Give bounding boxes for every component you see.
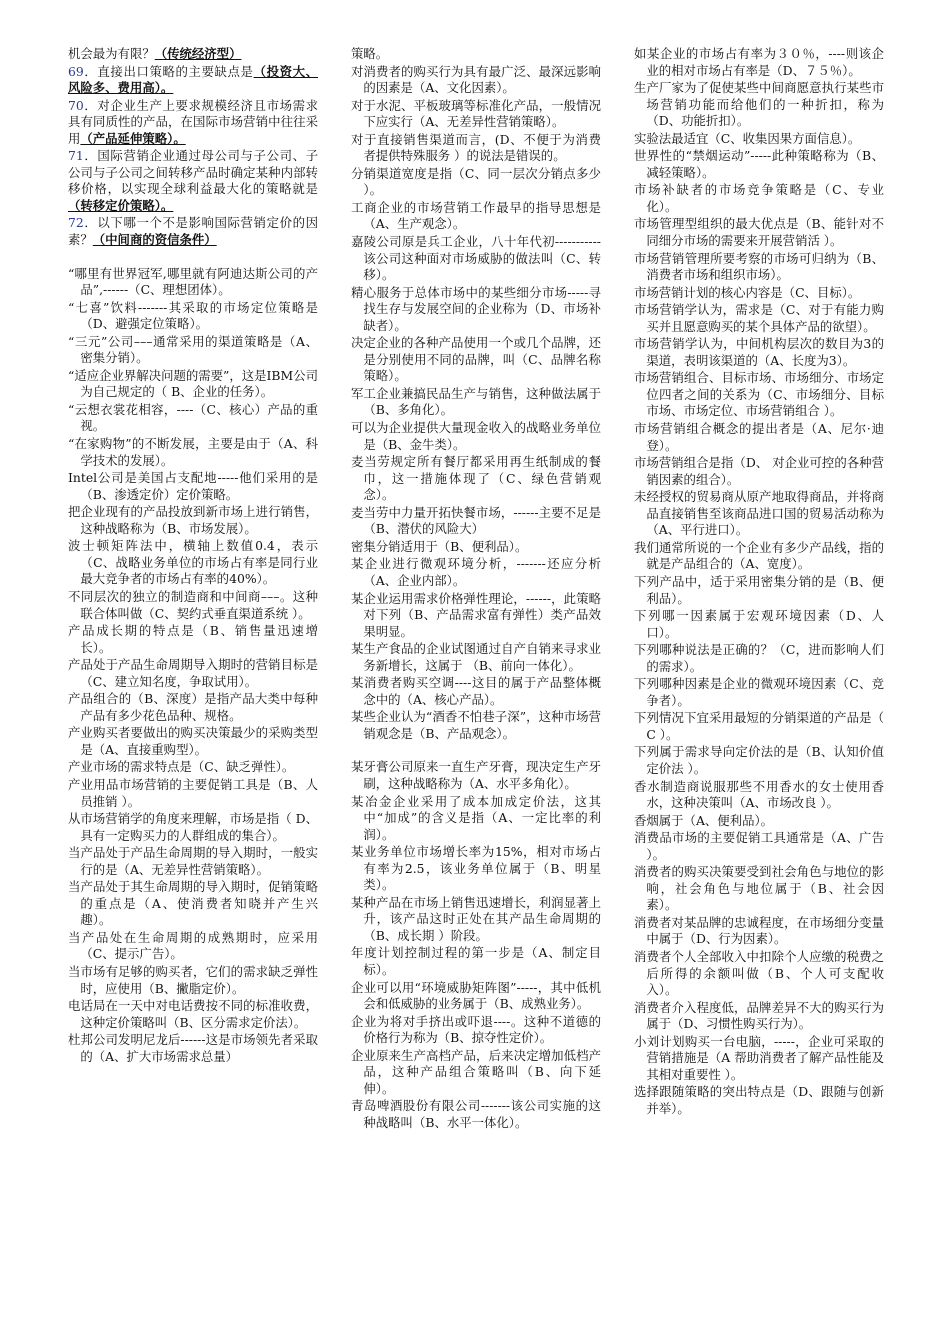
question-text: 当产品处于产品生命周期的导入期时，一般实行的是（A、无差异性营销策略）。 xyxy=(68,845,318,877)
question-item xyxy=(68,504,318,537)
question-text: ．对企业生产上要求规模经济且市场需求具有同质性的产品，在国际市场营销中往往采用（产品延伸策略）。 xyxy=(68,97,318,146)
question-text: 我们通常所说的一个企业有多少产品线，指的就是产品组合的（A、宽度）。 xyxy=(634,539,884,572)
question-item xyxy=(634,80,884,130)
question-item xyxy=(634,676,884,709)
question-text: 消费者对某品牌的忠诚程度，在市场细分变量中属于（D、行为因素）。 xyxy=(634,914,884,947)
question-item xyxy=(68,64,318,97)
question-item xyxy=(351,234,601,284)
question-text: ．直接出口策略的主要缺点是（投资大、风险多、费用高）。 xyxy=(68,63,319,96)
question-item xyxy=(351,200,601,233)
answer-text: （传统经济型） xyxy=(154,46,242,61)
question-text: 分销渠道宽度是指（C、同一层次分销点多少 ）。 xyxy=(351,165,601,198)
question-item xyxy=(634,1034,884,1084)
question-text: 某牙膏公司原来一直生产牙膏，现决定生产牙刷，这种战略称为（A、水平多角化）。 xyxy=(351,759,601,791)
question-item xyxy=(351,641,601,674)
question-text: 市场营销组合、目标市场、市场细分、市场定位四者之间的关系为（C、市场细分、目标市场、市场定位、市场营销组合 ）。 xyxy=(634,370,884,419)
question-item xyxy=(68,300,318,333)
question-text: 工商企业的市场营销工作最早的指导思想是（A、生产观念）。 xyxy=(351,199,601,232)
question-item xyxy=(351,454,601,504)
question-text: 消费者的购买决策要受到社会角色与地位的影响，社会角色与地位属于（B、社会因素）。 xyxy=(634,864,884,913)
question-text: 年度计划控制过程的第一步是（A、制定目标）。 xyxy=(351,945,601,977)
question-number: 71 xyxy=(68,148,84,164)
question-text: 军工企业兼搞民品生产与销售，这种做法属于（B、多角化）。 xyxy=(351,385,601,418)
question-item xyxy=(351,386,601,419)
question-item xyxy=(634,779,884,812)
question-text: 把企业现有的产品投放到新市场上进行销售，这种战略称为（B、市场发展）。 xyxy=(68,504,318,536)
question-item xyxy=(68,1032,318,1065)
question-text: 某冶金企业采用了成本加成定价法，这其中“加成”的含义是指（A、一定比率的利润）。 xyxy=(351,793,601,842)
question-item xyxy=(351,980,601,1013)
question-number: 70 xyxy=(68,97,84,113)
question-text: 某生产食品的企业试图通过自产自销来寻求业务新增长，这属于 （B、前向一体化）。 xyxy=(351,641,601,673)
question-item xyxy=(68,266,318,299)
question-item xyxy=(634,216,884,249)
question-item xyxy=(351,98,601,131)
answer-text: （投资大、风险多、费用高）。 xyxy=(68,63,319,96)
question-item xyxy=(351,46,601,63)
question-text: 麦当劳中力量开拓快餐市场，------主要不足是（B、潜伏的风险大） xyxy=(351,504,601,537)
question-text: 企业为将对手挤出或吓退----。这种不道德的价格行为称为（B、掠夺性定价）。 xyxy=(351,1013,601,1046)
question-text: Intel公司是美国占支配地-----他们采用的是（B、渗透定价）定价策略。 xyxy=(68,470,318,502)
question-text: 产业购买者要做出的购买决策最少的采购类型是（A、直接重购型）。 xyxy=(68,725,318,757)
question-item xyxy=(634,46,884,79)
question-text: “适应企业界解决问题的需要”，这是IBM公司为自己规定的（ B、企业的任务）。 xyxy=(68,367,318,400)
question-item xyxy=(68,725,318,758)
question-text: 如某企业的市场占有率为３０％，----则该企业的相对市场占有率是（D、７５％）。 xyxy=(634,46,884,78)
question-item xyxy=(634,608,884,641)
question-item xyxy=(634,710,884,743)
question-item xyxy=(351,420,601,453)
question-text: 青岛啤酒股份有限公司-------该公司实施的这种战略叫（B、水平一体化）。 xyxy=(351,1098,601,1130)
question-text: 不同层次的独立的制造商和中间商–––。这种联合体叫做（C、契约式垂直渠道系统 ）。 xyxy=(68,588,318,621)
question-item xyxy=(68,657,318,690)
paragraph-gap xyxy=(68,250,318,266)
question-item xyxy=(634,915,884,948)
question-text: 下列情况下宜采用最短的分销渠道的产品是（ C ）。 xyxy=(634,710,884,742)
answer-text: （转移定价策略）。 xyxy=(68,197,174,213)
question-text: 世界性的“禁烟运动”-----此种策略称为（B、减轻策略）。 xyxy=(634,148,884,180)
question-text: “在家购物”的不断发展，主要是由于（A、科学技术的发展）。 xyxy=(68,436,318,468)
question-item xyxy=(634,830,884,863)
question-text: “三元”公司–––通常采用的渠道策略是（A、密集分销）。 xyxy=(68,333,318,366)
question-text: 选择跟随策略的突出特点是（D、跟随与创新并举）。 xyxy=(634,1084,884,1116)
question-text: 对于直接销售渠道而言，(D、不便于为消费者提供特殊服务 ）的说法是错误的。 xyxy=(351,131,601,164)
question-number: 72 xyxy=(68,215,84,231)
column-right xyxy=(634,46,884,1118)
question-number: 69 xyxy=(68,63,84,79)
question-text: 对消费者的购买行为具有最广泛、最深远影响的因素是（A、文化因素）。 xyxy=(351,63,601,96)
question-item xyxy=(634,642,884,675)
question-item xyxy=(351,539,601,556)
question-text: 未经授权的贸易商从原产地取得商品，并将商品直接销售至该商品进口国的贸易活动称为（A、平行进口）。 xyxy=(634,489,884,538)
question-text: “七喜”饮料-------其采取的市场定位策略是（D、避强定位策略）。 xyxy=(68,299,318,332)
question-text: ．以下哪一个不是影响国际营销定价的因素？（中间商的资信条件） xyxy=(68,215,318,248)
question-item xyxy=(68,368,318,401)
question-item xyxy=(634,864,884,914)
question-text: 精心服务于总体市场中的某些细分市场-----寻找生存与发展空间的企业称为（D、市场补缺者）。 xyxy=(351,284,601,333)
question-text: 从市场营销学的角度来理解，市场是指（ D、具有一定购买力的人群组成的集合）。 xyxy=(68,811,318,843)
question-text: 产业用品市场营销的主要促销工具是（B、人员推销 ）。 xyxy=(68,776,318,809)
question-item xyxy=(351,591,601,641)
question-item xyxy=(68,402,318,435)
question-item xyxy=(634,1000,884,1033)
question-item xyxy=(68,334,318,367)
question-item xyxy=(634,251,884,284)
question-text: 产品处于产品生命周期导入期时的营销目标是（C、建立知名度，争取试用）。 xyxy=(68,657,318,689)
question-text: 密集分销适用于（B、便利品）。 xyxy=(351,538,528,554)
question-item xyxy=(68,759,318,776)
question-text: 策略。 xyxy=(351,46,389,61)
question-item xyxy=(634,540,884,573)
question-item xyxy=(634,455,884,488)
question-item xyxy=(68,879,318,929)
question-text: 市场营销管理所要考察的市场可归纳为（B、消费者市场和组织市场）。 xyxy=(634,250,884,283)
question-text: 下列哪种说法是正确的？（C，进而影响人们的需求）。 xyxy=(634,642,884,674)
question-item xyxy=(634,574,884,607)
question-item xyxy=(351,709,601,742)
question-text: 实验法最适宜（C、收集因果方面信息）。 xyxy=(634,130,861,146)
question-text: 机会最为有限？（传统经济型） xyxy=(68,46,242,61)
question-item xyxy=(634,182,884,215)
question-text: 企业原来生产高档产品，后来决定增加低档产品，这种产品组合策略叫（B、向下延伸）。 xyxy=(351,1047,601,1096)
question-text: 麦当劳规定所有餐厅都采用再生纸制成的餐巾，这一措施体现了（C、绿色营销观念）。 xyxy=(351,454,601,503)
question-text: 杜邦公司发明尼龙后------这是市场领先者采取的（A、扩大市场需求总量） xyxy=(68,1032,318,1064)
question-text: 嘉陵公司原是兵工企业，八十年代初-----------该公司这种面对市场威胁的做法叫（C、转移）。 xyxy=(351,234,601,283)
question-text: 产品成长期的特点是（B、销售量迅速增长）。 xyxy=(68,623,318,655)
question-item xyxy=(634,813,884,830)
question-item xyxy=(68,46,318,63)
question-text: 市场补缺者的市场竞争策略是（C、专业化）。 xyxy=(634,182,884,214)
question-text: 生产厂家为了促使某些中间商愿意执行某些市场营销功能而给他们的一种折扣，称为（D、功能折扣）。 xyxy=(634,80,884,129)
question-text: 消费品市场的主要促销工具通常是（A、广告 ）。 xyxy=(634,830,884,862)
question-item xyxy=(351,1098,601,1131)
question-text: 波士顿矩阵法中，横轴上数值0.4，表示（C、战略业务单位的市场占有率是同行业最大竞争者的市场占有率的40%）。 xyxy=(68,538,318,587)
question-item xyxy=(351,285,601,335)
question-text: 产业市场的需求特点是（C、缺乏弹性）。 xyxy=(68,759,295,775)
answer-text: （产品延伸策略）。 xyxy=(80,130,186,146)
question-text: 香烟属于（A、便利品）。 xyxy=(634,812,774,828)
question-item xyxy=(68,98,318,148)
question-text: 某种产品在市场上销售迅速增长，利润显著上升，该产品这时正处在其产品生命周期的（B、成长期 ）阶段。 xyxy=(351,894,601,943)
question-item xyxy=(351,945,601,978)
question-text: ．国际营销企业通过母公司与子公司、子公司与子公司之间转移产品时确定某种内部转移价格，以实现全球利益最大化的策略就是（转移定价策略）。 xyxy=(68,148,318,213)
question-item xyxy=(351,794,601,844)
question-text: 市场营销组合是指（D、 对企业可控的各种营销因素的组合）。 xyxy=(634,455,884,487)
question-item xyxy=(68,691,318,724)
question-text: 市场营销学认为，中间机构层次的数目为3的渠道，表明该渠道的（A、长度为3）。 xyxy=(634,336,884,368)
question-text: 某业务单位市场增长率为15%，相对市场占有率为2.5，该业务单位属于（B、明星类）。 xyxy=(351,844,601,893)
question-text: 某企业进行微观环境分析，-------还应分析（A、企业内部）。 xyxy=(351,556,601,588)
question-item xyxy=(68,436,318,469)
question-text: 当产品处于其生命周期的导入期时，促销策略的重点是（A、使消费者知晓并产生兴趣）。 xyxy=(68,879,318,928)
question-text: 电话局在一天中对电话费按不同的标准收费，这种定价策略叫（B、区分需求定价法）。 xyxy=(68,998,318,1030)
column-left xyxy=(68,46,318,1066)
question-text: 某些企业认为“酒香不怕巷子深”，这种市场营销观念是（B、产品观念）。 xyxy=(351,709,601,741)
question-text: “云想衣裳花相容，----（C、核心）产品的重视。 xyxy=(68,401,318,434)
question-item xyxy=(68,470,318,503)
question-item xyxy=(634,302,884,335)
answer-text: （中间商的资信条件） xyxy=(92,232,217,248)
question-item xyxy=(68,623,318,656)
question-text: 某企业运用需求价格弹性理论，------，此策略对下列（B、产品需求富有弹性）类产品效果明显。 xyxy=(351,590,601,639)
question-item xyxy=(634,489,884,539)
question-item xyxy=(351,675,601,708)
question-item xyxy=(634,1084,884,1117)
question-text: 下列哪种因素是企业的微观环境因素（C、竞争者）。 xyxy=(634,676,884,708)
question-text: 下列产品中，适于采用密集分销的是（B、便利品）。 xyxy=(634,573,884,606)
question-item xyxy=(634,370,884,420)
question-text: 决定企业的各种产品使用一个或几个品牌，还是分别使用不同的品牌，叫（C、品牌名称策略）。 xyxy=(351,335,601,384)
question-text: 消费者个人全部收入中扣除个人应缴的税费之后所得的余额叫做（B、个人可支配收入）。 xyxy=(634,948,884,998)
question-item xyxy=(68,538,318,588)
question-item xyxy=(68,964,318,997)
question-item xyxy=(351,166,601,199)
question-item xyxy=(634,336,884,369)
question-item xyxy=(351,64,601,97)
question-item xyxy=(351,335,601,385)
question-item xyxy=(351,1048,601,1098)
question-text: 市场营销学认为，需求是（C、对于有能力购买并且愿意购买的某个具体产品的欲望）。 xyxy=(634,302,884,334)
question-item xyxy=(68,148,318,214)
question-item xyxy=(351,895,601,945)
question-item xyxy=(351,1014,601,1047)
question-item xyxy=(68,845,318,878)
question-item xyxy=(68,589,318,622)
question-text: 下列属于需求导向定价法的是（B、认知价值定价法 ）。 xyxy=(634,744,884,776)
question-text: 可以为企业提供大量现金收入的战略业务单位是（B、金牛类）。 xyxy=(351,420,601,452)
question-text: 市场营销计划的核心内容是（C、目标）。 xyxy=(634,284,861,300)
question-text: 某消费者购买空调----这目的属于产品整体概念中的（A、核心产品）。 xyxy=(351,675,601,707)
column-middle xyxy=(351,46,601,1132)
question-item xyxy=(351,505,601,538)
question-text: 当市场有足够的购买者，它们的需求缺乏弹性时，应使用（B、撇脂定价）。 xyxy=(68,963,318,996)
question-item xyxy=(68,998,318,1031)
question-text: 企业可以用“环境威胁矩阵图”-----，其中低机会和低威胁的业务属于（B、成熟业务）。 xyxy=(351,979,601,1012)
paragraph-gap xyxy=(351,743,601,759)
question-item xyxy=(351,759,601,792)
question-item xyxy=(68,777,318,810)
question-text: 对于水泥、平板玻璃等标准化产品，一般情况下应实行（A、无差异性营销策略）。 xyxy=(351,97,601,130)
question-item xyxy=(634,148,884,181)
question-item xyxy=(634,131,884,148)
question-text: 小刘计划购买一台电脑，-----，企业可采取的营销措施是（A 帮助消费者了解产品性能及其相对重要性 ）。 xyxy=(634,1033,884,1082)
question-text: 下列哪一因素属于宏观环境因素（D、人口）。 xyxy=(634,608,884,640)
question-text: “哪里有世界冠军,哪里就有阿迪达斯公司的产品”,------（C、理想团体）。 xyxy=(68,265,318,298)
question-item xyxy=(634,949,884,999)
question-text: 香水制造商说服那些不用香水的女士使用香水，这种决策叫（A、市场改良 ）。 xyxy=(634,778,884,811)
question-item xyxy=(68,811,318,844)
question-item xyxy=(351,556,601,589)
question-item xyxy=(351,132,601,165)
question-item xyxy=(634,421,884,454)
question-item xyxy=(634,285,884,302)
question-item xyxy=(634,744,884,777)
question-text: 市场管理型组织的最大优点是（B、能针对不同细分市场的需要来开展营销活 ）。 xyxy=(634,216,884,249)
question-text: 消费者介入程度低，品牌差异不大的购买行为属于（D、习惯性购买行为）。 xyxy=(634,999,884,1032)
question-item xyxy=(351,844,601,894)
question-item xyxy=(68,215,318,248)
question-item xyxy=(68,930,318,963)
question-text: 产品组合的（B、深度）是指产品大类中每种产品有多少花色品种、规格。 xyxy=(68,691,318,723)
question-text: 当产品处在生命周期的成熟期时，应采用（C、提示广告）。 xyxy=(68,929,318,962)
question-text: 市场营销组合概念的提出者是（A、尼尔·迪登）。 xyxy=(634,421,884,453)
